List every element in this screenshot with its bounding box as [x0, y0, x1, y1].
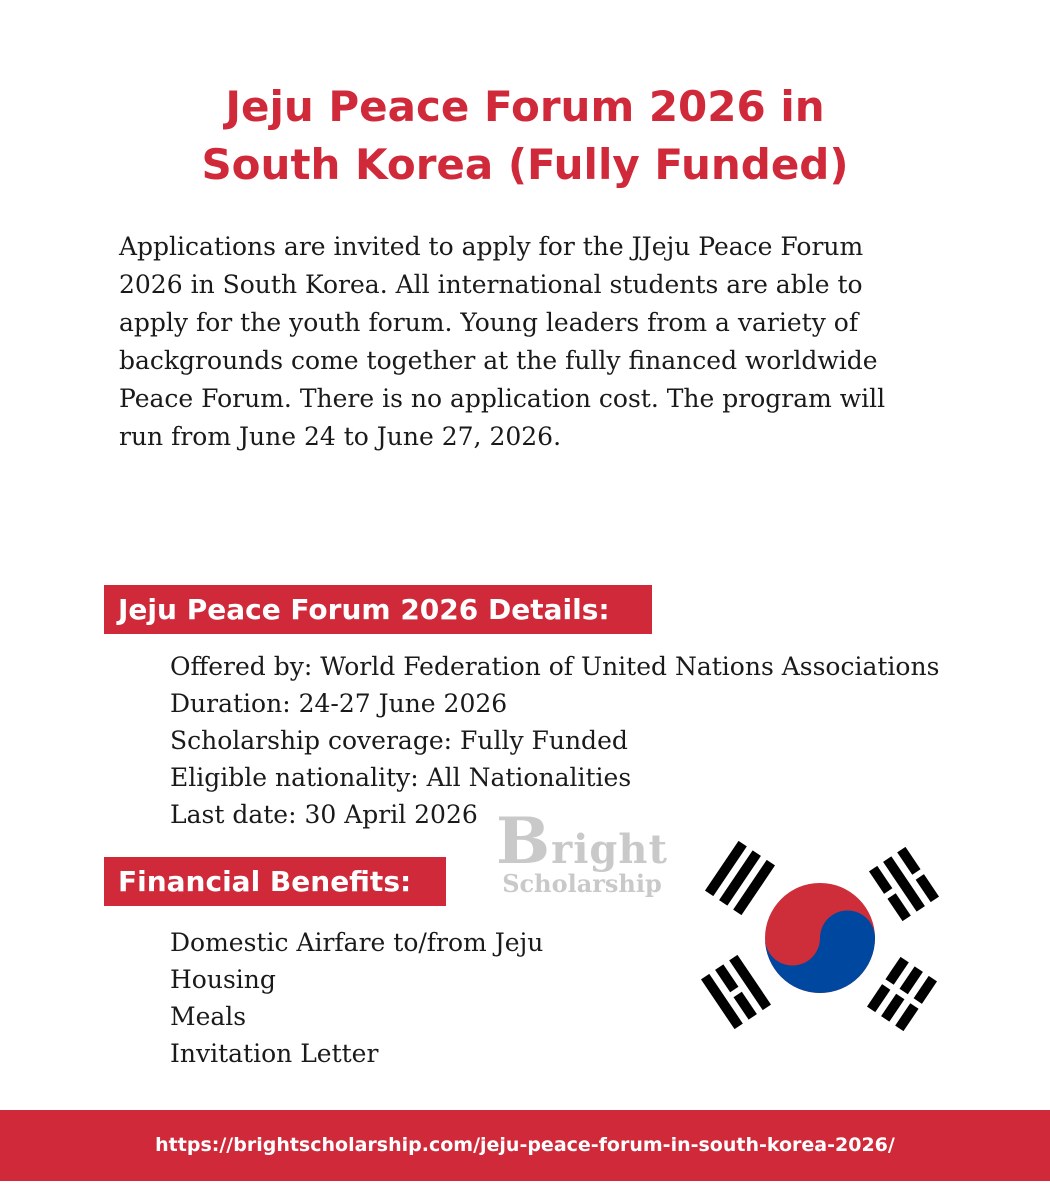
trigram-bottom-right-icon [867, 957, 937, 1031]
details-list [170, 648, 939, 833]
footer-bottom-edge [0, 1181, 1050, 1199]
watermark-rest: right [551, 826, 668, 873]
details-item-coverage: Scholarship coverage: Fully Funded [170, 726, 628, 755]
details-heading: Jeju Peace Forum 2026 Details: [104, 585, 652, 634]
taeguk-icon [765, 883, 875, 993]
details-item-offered-by: Offered by: World Federation of United Nations Associations [170, 652, 940, 681]
watermark-logo [492, 804, 672, 898]
benefit-item-housing: Housing [170, 965, 276, 994]
intro-paragraph: Applications are invited to apply for the JJeju Peace Forum 2026 in South Korea. All international students are able to apply for the youth forum. Young leaders from a variety of backgrounds come together at the fully financed worldwide Peace Forum. There is no application cost. The program will run from June 24 to June 27, 2026. [119, 232, 886, 451]
page-title [0, 78, 1050, 194]
benefit-item-invitation: Invitation Letter [170, 1039, 379, 1068]
details-item-duration: Duration: 24-27 June 2026 [170, 689, 508, 718]
details-item-last-date: Last date: 30 April 2026 [170, 800, 478, 829]
details-item-nationality: Eligible nationality: All Nationalities [170, 763, 632, 792]
benefit-item-meals: Meals [170, 1002, 247, 1031]
south-korea-flag-icon [695, 838, 945, 1038]
footer-url-link[interactable]: https://brightscholarship.com/jeju-peace-forum-in-south-korea-2026/ [155, 1134, 895, 1156]
trigram-top-right-icon [869, 847, 939, 921]
benefits-list [170, 924, 543, 1072]
benefits-heading: Financial Benefits: [104, 857, 446, 906]
benefit-item-airfare: Domestic Airfare to/from Jeju [170, 928, 544, 957]
trigram-bottom-left-icon [701, 955, 771, 1029]
title-line-1: Jeju Peace Forum 2026 in [225, 82, 825, 131]
watermark-line-2: Scholarship [502, 869, 662, 898]
trigram-top-left-icon [705, 841, 775, 915]
watermark-initial: B [496, 804, 552, 879]
title-line-2: South Korea (Fully Funded) [201, 140, 849, 189]
